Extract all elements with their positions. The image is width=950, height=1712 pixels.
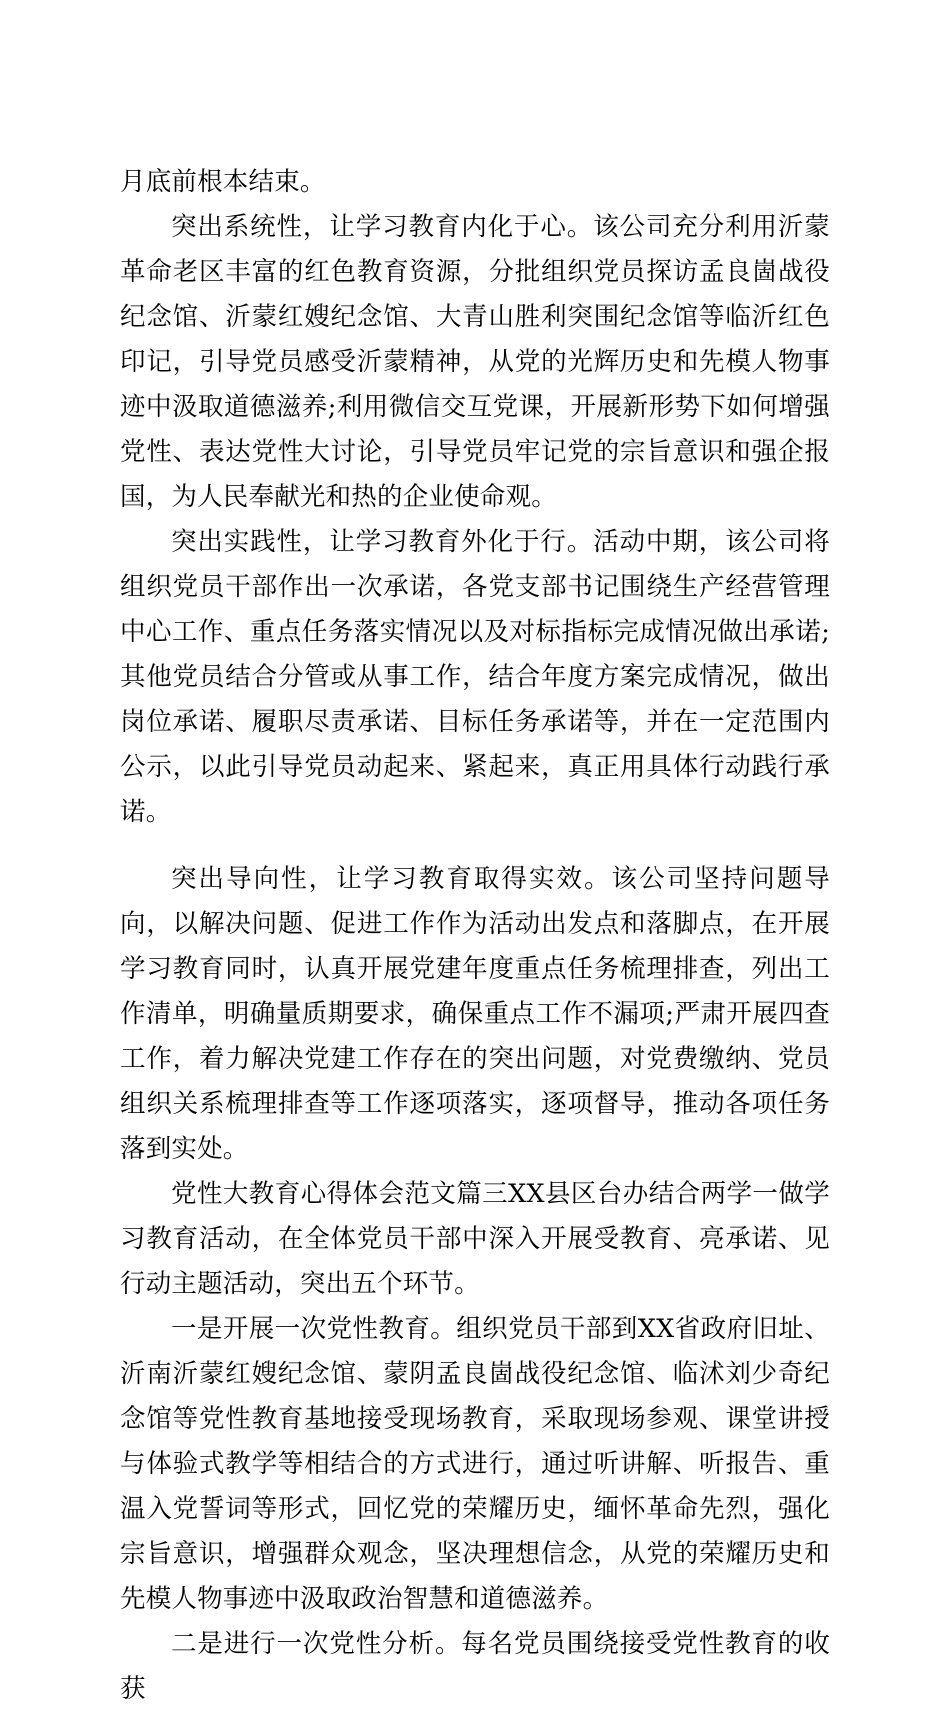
paragraph-4: 突出导向性，让学习教育取得实效。该公司坚持问题导向，以解决问题、促进工作作为活动出发点和落脚点，在开展学习教育同时，认真开展党建年度重点任务梳理排查，列出工作清单，明确量质期要求，确保重点工作不漏项;严肃开展四查工作，着力解决党建工作存在的突出问题，对党费缴纳、党员组织关系梳理排查等工作逐项落实，逐项督导，推动各项任务落到实处。 xyxy=(120,864,830,1164)
paragraph-3: 突出实践性，让学习教育外化于行。活动中期，该公司将组织党员干部作出一次承诺，各党支部书记围绕生产经营管理中心工作、重点任务落实情况以及对标指标完成情况做出承诺;其他党员结合分管或从事工作，结合年度方案完成情况，做出岗位承诺、履职尽责承诺、目标任务承诺等，并在一定范围内公示，以此引导党员动起来、紧起来，真正用具体行动践行承诺。 xyxy=(120,527,830,827)
paragraph-7: 二是进行一次党性分析。每名党员围绕接受党性教育的收获 xyxy=(120,1629,830,1704)
paragraph-2: 突出系统性，让学习教育内化于心。该公司充分利用沂蒙革命老区丰富的红色教育资源，分批组织党员探访孟良崮战役纪念馆、沂蒙红嫂纪念馆、大青山胜利突围纪念馆等临沂红色印记，引导党员感受沂蒙精神，从党的光辉历史和先模人物事迹中汲取道德滋养;利用微信交互党课，开展新形势下如何增强党性、表达党性大讨论，引导党员牢记党的宗旨意识和强企报国，为人民奉献光和热的企业使命观。 xyxy=(120,212,830,512)
paragraph-6: 一是开展一次党性教育。组织党员干部到XX省政府旧址、沂南沂蒙红嫂纪念馆、蒙阴孟良崮战役纪念馆、临沭刘少奇纪念馆等党性教育基地接受现场教育，采取现场参观、课堂讲授与体验式教学等相结合的方式进行，通过听讲解、听报告、重温入党誓词等形式，回忆党的荣耀历史，缅怀革命先烈，强化宗旨意识，增强群众观念，坚决理想信念，从党的荣耀历史和先模人物事迹中汲取政治智慧和道德滋养。 xyxy=(120,1314,830,1614)
paragraph-1: 月底前根本结束。 xyxy=(120,167,326,197)
paragraph-spacer xyxy=(120,835,830,857)
document-body xyxy=(120,160,830,1712)
paragraph-5: 党性大教育心得体会范文篇三XX县区台办结合两学一做学习教育活动，在全体党员干部中深入开展受教育、亮承诺、见行动主题活动，突出五个环节。 xyxy=(120,1179,830,1299)
